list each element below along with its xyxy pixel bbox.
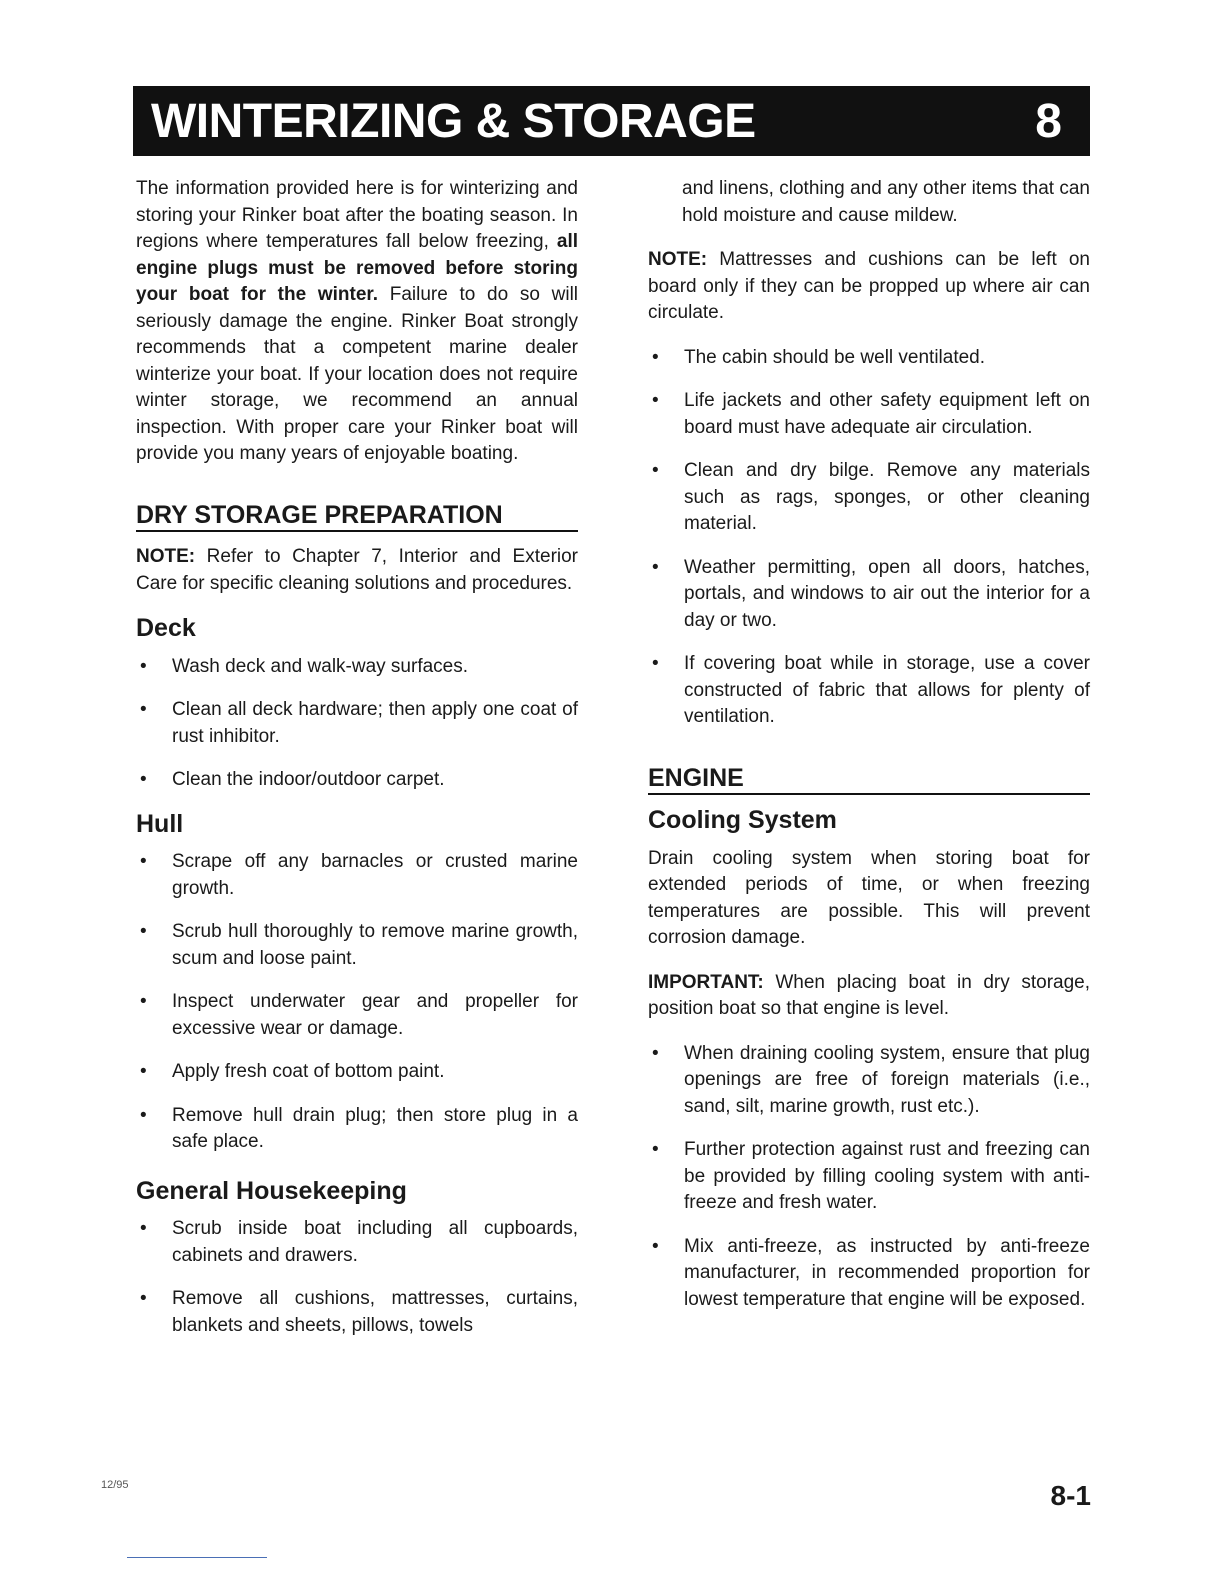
list-item: • Inspect underwater gear and propeller for excessive wear or damage. [140, 991, 578, 1039]
housekeeping-continuation: and linens, clothing and any other items that can hold moisture and cause mildew. [682, 178, 1090, 226]
hull-heading: Hull [136, 809, 184, 838]
list-item: • Apply fresh coat of bottom paint. [140, 1061, 445, 1082]
right-column [648, 176, 1090, 1330]
dry-storage-heading: DRY STORAGE PREPARATION [136, 502, 578, 533]
housekeeping-list [136, 1216, 578, 1339]
intro-warning: all engine plugs must be removed before storing your boat for the winter. [136, 231, 578, 305]
chapter-header [133, 86, 1090, 156]
chapter-number: 8 [1035, 94, 1062, 148]
list-item: • Clean and dry bilge. Remove any materials such as rags, sponges, or other cleaning material. [652, 460, 1090, 534]
list-item: • Life jackets and other safety equipment left on board must have adequate air circulation. [652, 390, 1090, 438]
engine-heading: ENGINE [648, 765, 1090, 796]
list-item: • Mix anti-freeze, as instructed by anti-freeze manufacturer, in recommended proportion for lowest temperature that engine will be exposed. [652, 1235, 1090, 1310]
deck-list [136, 654, 578, 794]
list-item: • Weather permitting, open all doors, hatches, portals, and windows to air out the interior for a day or two. [652, 556, 1090, 631]
list-item: • Clean all deck hardware; then apply one coat of rust inhibitor. [140, 699, 578, 747]
housekeeping-more-list [648, 345, 1090, 731]
list-item: • When draining cooling system, ensure that plug openings are free of foreign materials (i.e., sand, silt, marine growth, rust etc.). [652, 1042, 1090, 1117]
list-item: • Scrub hull thoroughly to remove marine growth, scum and loose paint. [140, 921, 578, 969]
intro-paragraph: The information provided here is for winterizing and storing your Rinker boat after the boating season. In regions where temperatures fall below freezing, all engine plugs must be removed before storing your boat for the winter. Failure to do so will seriously damage the engine. Rinker Boat strongly recommends that a competent marine dealer winterize your boat. If your location does not require winter storage, we recommend an annual inspection. With proper care your Rinker boat will provide you many years of enjoyable boating. [136, 178, 579, 464]
list-item: • If covering boat while in storage, use a cover constructed of fabric that allows for plenty of ventilation. [652, 653, 1090, 727]
revision-date: 12/95 [101, 1479, 129, 1491]
chapter-title: WINTERIZING & STORAGE [151, 94, 756, 148]
housekeeping-note: NOTE: Mattresses and cushions can be left on board only if they can be propped up where air can circulate. [648, 249, 1090, 323]
hull-list [136, 849, 578, 1156]
divider [127, 1557, 267, 1558]
list-item: • Remove hull drain plug; then store plug in a safe place. [140, 1104, 578, 1152]
housekeeping-heading: General Housekeeping [136, 1176, 407, 1205]
dry-storage-note: NOTE: Refer to Chapter 7, Interior and Exterior Care for specific cleaning solutions and procedures. [136, 546, 579, 594]
list-item: • The cabin should be well ventilated. [652, 346, 986, 368]
list-item: • Further protection against rust and freezing can be provided by filling cooling system with anti-freeze and fresh water. [652, 1139, 1090, 1213]
list-item: • Remove all cushions, mattresses, curtains, blankets and sheets, pillows, towels [140, 1288, 578, 1336]
page-number: 8-1 [1050, 1480, 1091, 1511]
important-note: IMPORTANT: When placing boat in dry storage, position boat so that engine is level. [648, 971, 1090, 1019]
cooling-list [648, 1041, 1090, 1314]
list-item: • Scrape off any barnacles or crusted marine growth. [140, 851, 578, 899]
left-column [136, 176, 578, 1339]
cooling-system-heading: Cooling System [648, 806, 837, 834]
deck-heading: Deck [136, 614, 196, 642]
list-item: • Wash deck and walk-way surfaces. [140, 655, 469, 677]
cooling-system-paragraph: Drain cooling system when storing boat for extended periods of time, or when freezing temperatures are possible. This will prevent corrosion damage. [648, 847, 1090, 948]
list-item: • Clean the indoor/outdoor carpet. [140, 769, 445, 790]
list-item: • Scrub inside boat including all cupboards, cabinets and drawers. [140, 1218, 578, 1266]
